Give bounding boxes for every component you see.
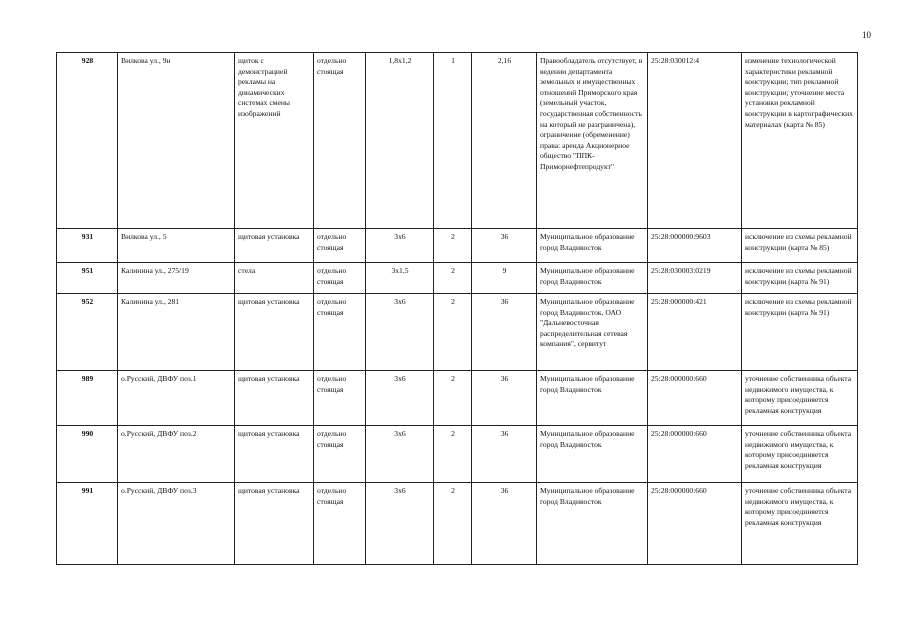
owner-cell: Муниципальное образование город Владивосток [537, 371, 648, 426]
area-cell: 9 [472, 263, 537, 294]
placement-cell: отдельно стоящая [314, 229, 366, 263]
structure-type-cell: щитовая установка [235, 371, 314, 426]
cadastral-number-cell: 25:28:030012:4 [648, 53, 742, 229]
change-description-cell: исключение из схемы рекламной конструкции (карта № 91) [742, 294, 858, 371]
structure-type-cell: щитовая установка [235, 229, 314, 263]
advertising-structures-table [56, 52, 858, 565]
sides-count-cell: 2 [434, 263, 472, 294]
change-description-cell: исключение из схемы рекламной конструкции (карта № 85) [742, 229, 858, 263]
table-row [57, 229, 858, 263]
sides-count-cell: 2 [434, 294, 472, 371]
structure-type-cell: щитовая установка [235, 294, 314, 371]
cadastral-number-cell: 25:28:000000:421 [648, 294, 742, 371]
table-row [57, 483, 858, 565]
row-number-cell: 951 [57, 263, 118, 294]
address-cell: о.Русский, ДВФУ поз.1 [118, 371, 235, 426]
table-row [57, 53, 858, 229]
address-cell: Калинина ул., 281 [118, 294, 235, 371]
address-cell: о.Русский, ДВФУ поз.2 [118, 426, 235, 483]
row-number-cell: 928 [57, 53, 118, 229]
area-cell: 36 [472, 426, 537, 483]
sides-count-cell: 2 [434, 426, 472, 483]
placement-cell: отдельно стоящая [314, 426, 366, 483]
sides-count-cell: 2 [434, 371, 472, 426]
owner-cell: Муниципальное образование город Владивосток, ОАО "Дальневосточная распределительная сетевая компания", сервитут [537, 294, 648, 371]
size-cell: 3х6 [366, 483, 434, 565]
area-cell: 36 [472, 294, 537, 371]
structure-type-cell: щиток с демонстрацией рекламы на динамических системах смены изображений [235, 53, 314, 229]
sides-count-cell: 2 [434, 483, 472, 565]
size-cell: 3х1,5 [366, 263, 434, 294]
owner-cell: Муниципальное образование город Владивосток [537, 483, 648, 565]
placement-cell: отдельно стоящая [314, 53, 366, 229]
size-cell: 3х6 [366, 294, 434, 371]
address-cell: Вилкова ул., 9н [118, 53, 235, 229]
area-cell: 2,16 [472, 53, 537, 229]
structure-type-cell: щитовая установка [235, 426, 314, 483]
row-number-cell: 990 [57, 426, 118, 483]
owner-cell: Правообладатель отсутствует, в ведении департамента земельных и имущественных отношений Приморского края (земельный участок, государственная собственность на который не разграничена), ограничение (обременение) права: аренда Акционерное общество "ППК-Приморнефтепродукт" [537, 53, 648, 229]
page-number: 10 [862, 30, 871, 40]
change-description-cell: уточнение собственника объекта недвижимого имущества, к которому присоединяется рекламная конструкция [742, 483, 858, 565]
cadastral-number-cell: 25:28:000000:660 [648, 483, 742, 565]
size-cell: 3х6 [366, 371, 434, 426]
owner-cell: Муниципальное образование город Владивосток [537, 229, 648, 263]
change-description-cell: изменение технологической характеристики рекламной конструкции; тип рекламной конструкции; уточнение места установки рекламной конструкции в картографических материалах (карта № 85) [742, 53, 858, 229]
change-description-cell: уточнение собственника объекта недвижимого имущества, к которому присоединяется рекламная конструкция [742, 371, 858, 426]
size-cell: 1,8х1,2 [366, 53, 434, 229]
table-row [57, 263, 858, 294]
area-cell: 36 [472, 229, 537, 263]
cadastral-number-cell: 25:28:000000:660 [648, 371, 742, 426]
table-row [57, 371, 858, 426]
placement-cell: отдельно стоящая [314, 371, 366, 426]
area-cell: 36 [472, 371, 537, 426]
sides-count-cell: 2 [434, 229, 472, 263]
owner-cell: Муниципальное образование город Владивосток [537, 263, 648, 294]
cadastral-number-cell: 25:28:030003:0219 [648, 263, 742, 294]
row-number-cell: 989 [57, 371, 118, 426]
row-number-cell: 952 [57, 294, 118, 371]
row-number-cell: 991 [57, 483, 118, 565]
cadastral-number-cell: 25:28:000000:660 [648, 426, 742, 483]
change-description-cell: уточнение собственника объекта недвижимого имущества, к которому присоединяется рекламная конструкция [742, 426, 858, 483]
area-cell: 36 [472, 483, 537, 565]
structure-type-cell: щитовая установка [235, 483, 314, 565]
change-description-cell: исключение из схемы рекламной конструкции (карта № 91) [742, 263, 858, 294]
structure-type-cell: стела [235, 263, 314, 294]
address-cell: Калинина ул., 275/19 [118, 263, 235, 294]
row-number-cell: 931 [57, 229, 118, 263]
size-cell: 3х6 [366, 229, 434, 263]
placement-cell: отдельно стоящая [314, 263, 366, 294]
placement-cell: отдельно стоящая [314, 483, 366, 565]
placement-cell: отдельно стоящая [314, 294, 366, 371]
size-cell: 3х6 [366, 426, 434, 483]
address-cell: Вилкова ул., 5 [118, 229, 235, 263]
sides-count-cell: 1 [434, 53, 472, 229]
table-row [57, 294, 858, 371]
address-cell: о.Русский, ДВФУ поз.3 [118, 483, 235, 565]
owner-cell: Муниципальное образование город Владивосток [537, 426, 648, 483]
cadastral-number-cell: 25:28:000000:9603 [648, 229, 742, 263]
table-row [57, 426, 858, 483]
